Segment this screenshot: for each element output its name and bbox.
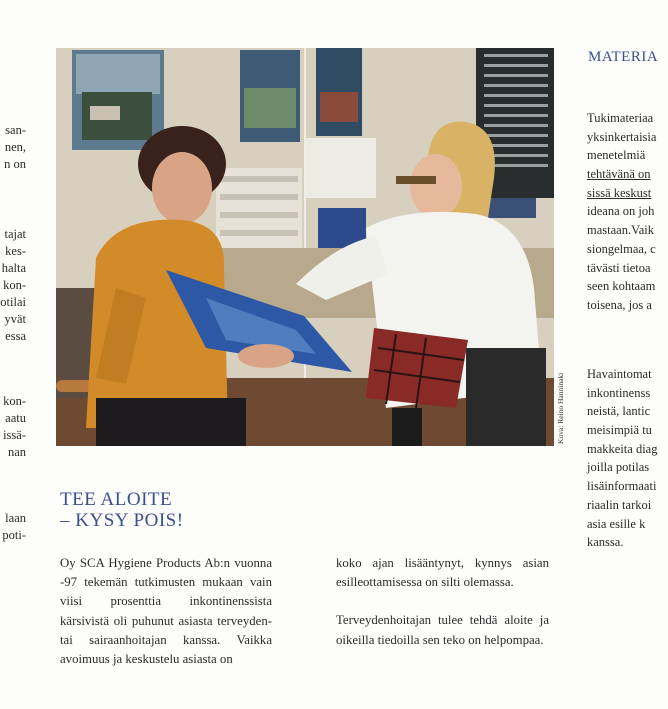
body-paragraph: koko ajan lisääntynyt, kynnys asian esilleottamisessa on silti olemassa. bbox=[336, 556, 549, 590]
text-line: makkeita diag bbox=[587, 441, 658, 456]
photo-credit-text: Kuva: Reino Hanninaki bbox=[556, 372, 565, 444]
left-column-fragment-1 bbox=[0, 122, 26, 173]
photo-illustration bbox=[56, 48, 554, 446]
right-column-heading: MATERIA bbox=[588, 49, 659, 65]
text-line: riaalin tarkoi bbox=[587, 497, 652, 512]
left-column-fragment-2 bbox=[0, 226, 26, 345]
text-line: san- bbox=[5, 123, 26, 137]
heading-line-2: – KYSY POIS! bbox=[60, 510, 184, 531]
body-paragraph: Oy SCA Hygiene Products Ab:n vuonna -97 tekemän tutkimusten mukaan vain viisi prosenttia inkontinenssista kärsivistä oli puhunut asiasta terveyden- tai sairaanhoitajan kanssa. Vaikka avoimuus ja keskustelu asiasta on bbox=[60, 556, 272, 667]
right-column-fragment-1 bbox=[587, 109, 656, 315]
text-line: Havaintomat bbox=[587, 367, 652, 381]
text-line: yksinkertaisia bbox=[587, 129, 657, 144]
text-line: seen kohtaam bbox=[587, 279, 656, 294]
text-line: laan bbox=[5, 511, 26, 525]
text-line: poti- bbox=[2, 528, 26, 542]
text-line: essa bbox=[5, 329, 26, 343]
text-line: aatu bbox=[5, 411, 26, 425]
text-line: otilai bbox=[0, 295, 26, 309]
body-column-1 bbox=[60, 554, 272, 669]
text-line: Tukimateriaa bbox=[587, 111, 654, 125]
right-column-fragment-2 bbox=[587, 365, 657, 552]
text-line: sissä keskust bbox=[587, 185, 652, 200]
text-line: ideana on joh bbox=[587, 204, 655, 219]
body-column-2 bbox=[336, 554, 549, 650]
body-paragraph: Terveydenhoitajan tulee tehdä aloite ja oikeilla tiedoilla sen teko on helpompaa. bbox=[336, 613, 549, 647]
heading-line-1: TEE ALOITE bbox=[60, 489, 173, 510]
text-line: nen, bbox=[4, 140, 26, 154]
text-line: tajat bbox=[4, 227, 26, 241]
text-line: issä- bbox=[3, 428, 26, 442]
text-line: nan bbox=[7, 445, 26, 459]
text-line: kon- bbox=[3, 394, 26, 408]
text-line: tävästi tietoa bbox=[587, 260, 651, 275]
text-line: siongelmaa, c bbox=[587, 241, 656, 256]
text-line: lisäinformaati bbox=[587, 479, 657, 494]
left-column-fragment-3 bbox=[0, 393, 26, 461]
left-column-fragment-4 bbox=[0, 510, 26, 544]
text-line: n on bbox=[4, 157, 26, 171]
photo-credit bbox=[556, 360, 568, 444]
consultation-photo bbox=[56, 48, 554, 446]
text-line: inkontinenss bbox=[587, 385, 651, 400]
text-line: toisena, jos a bbox=[587, 297, 652, 312]
text-line: joilla potilas bbox=[587, 460, 650, 475]
text-line: mastaan.Vaik bbox=[587, 223, 654, 238]
text-line: menetelmiä bbox=[587, 148, 646, 163]
section-heading bbox=[60, 489, 184, 531]
text-line: tehtävänä on bbox=[587, 167, 651, 182]
text-line: yvät bbox=[4, 312, 26, 326]
text-line: halta bbox=[1, 261, 26, 275]
text-line: kanssa. bbox=[587, 535, 624, 550]
text-line: meisimpiä tu bbox=[587, 423, 652, 438]
text-line: kon- bbox=[3, 278, 26, 292]
text-line: asia esille k bbox=[587, 516, 646, 531]
text-line: kes- bbox=[5, 244, 26, 258]
text-line: neistä, lantic bbox=[587, 404, 651, 419]
